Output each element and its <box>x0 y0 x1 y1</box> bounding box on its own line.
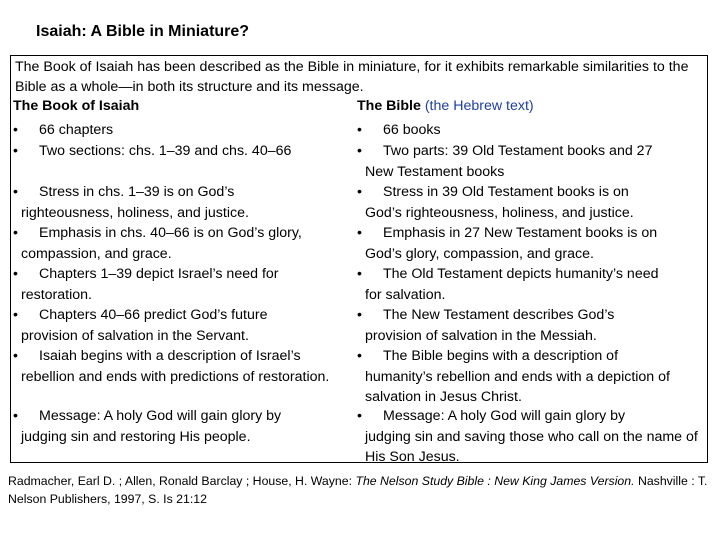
isaiah-item-continuation: compassion, and grace. <box>21 245 172 262</box>
bullet-icon: • <box>13 408 18 424</box>
bullet-icon: • <box>357 143 362 159</box>
bible-item-text: The Old Testament depicts humanity’s need <box>383 266 659 282</box>
isaiah-item-text: Stress in chs. 1–39 is on God’s <box>39 184 235 200</box>
isaiah-item-continuation: judging sin and restoring His people. <box>21 428 251 445</box>
bible-item-text: Message: A holy God will gain glory by <box>383 408 626 424</box>
bible-item-text: Stress in 39 Old Testament books is on <box>383 184 629 200</box>
citation-publisher: Nashville : T. Nelson Publishers, 1997, S. Is 21:12 <box>8 474 708 506</box>
isaiah-item-continuation: provision of salvation in the Servant. <box>21 327 249 344</box>
bullet-icon: • <box>13 348 18 364</box>
bullet-icon: • <box>357 266 362 282</box>
bible-item-continuation: New Testament books <box>365 163 505 180</box>
bible-item-continuation: provision of salvation in the Messiah. <box>365 327 597 344</box>
bible-item <box>357 346 702 408</box>
isaiah-item-text: 66 chapters <box>39 122 114 138</box>
bible-item <box>357 223 702 264</box>
bible-item <box>357 305 702 346</box>
bullet-icon: • <box>13 266 18 282</box>
bible-item-text: 66 books <box>383 122 441 138</box>
bible-item-text: Two parts: 39 Old Testament books and 27 <box>383 143 653 159</box>
isaiah-item <box>13 346 348 387</box>
bullet-icon: • <box>357 184 362 200</box>
bible-item-continuation: for salvation. <box>365 286 446 303</box>
isaiah-item-text: Chapters 1–39 depict Israel’s need for <box>39 266 279 282</box>
isaiah-item-continuation: righteousness, holiness, and justice. <box>21 204 249 221</box>
isaiah-item <box>13 141 348 162</box>
bible-item-text: The New Testament describes God’s <box>383 307 615 323</box>
bible-item <box>357 264 702 305</box>
bullet-icon: • <box>357 348 362 364</box>
isaiah-item-text: Message: A holy God will gain glory by <box>39 408 282 424</box>
bullet-icon: • <box>13 225 18 241</box>
bible-item-continuation: humanity’s rebellion and ends with a depiction of salvation in Jesus Christ. <box>365 368 670 405</box>
comparison-box <box>10 55 708 463</box>
bible-item-text: The Bible begins with a description of <box>383 348 619 364</box>
bible-item-continuation: God’s righteousness, holiness, and justice. <box>365 204 634 221</box>
bullet-icon: • <box>13 122 18 138</box>
bible-item-text: Emphasis in 27 New Testament books is on <box>383 225 658 241</box>
bible-item-continuation: God’s glory, compassion, and grace. <box>365 245 594 262</box>
intro-paragraph: The Book of Isaiah has been described as the Bible in miniature, for it exhibits remarkable similarities to the Bible as a whole—in both its structure and its message. <box>15 59 689 95</box>
isaiah-item-text: Isaiah begins with a description of Israel’s <box>39 348 301 364</box>
isaiah-heading <box>13 96 353 116</box>
isaiah-item-continuation: rebellion and ends with predictions of restoration. <box>21 368 330 385</box>
isaiah-item-text: Emphasis in chs. 40–66 is on God’s glory, <box>39 225 302 241</box>
bible-item-continuation: judging sin and saving those who call on the name of His Son Jesus. <box>365 428 698 465</box>
citation-authors: Radmacher, Earl D. ; Allen, Ronald Barclay ; House, H. Wayne: <box>8 474 353 488</box>
bullet-icon: • <box>357 307 362 323</box>
bible-item <box>357 406 702 468</box>
bullet-icon: • <box>357 122 362 138</box>
slide-title: Isaiah: A Bible in Miniature? <box>36 23 250 40</box>
bullet-icon: • <box>13 307 18 323</box>
isaiah-item <box>13 305 348 346</box>
citation-work: The Nelson Study Bible : New King James Version. <box>355 474 635 488</box>
bible-heading <box>357 96 707 116</box>
isaiah-item <box>13 223 348 264</box>
isaiah-heading-text: The Book of Isaiah <box>13 98 140 114</box>
isaiah-item <box>13 406 348 447</box>
bible-item <box>357 120 702 141</box>
bible-column <box>357 96 707 465</box>
isaiah-column <box>13 96 353 445</box>
isaiah-item-text: Two sections: chs. 1–39 and chs. 40–66 <box>39 143 292 159</box>
isaiah-item <box>13 120 348 141</box>
bible-item <box>357 182 702 223</box>
bible-heading-subtitle: (the Hebrew text) <box>424 98 534 114</box>
bullet-icon: • <box>357 408 362 424</box>
bullet-icon: • <box>357 225 362 241</box>
bullet-icon: • <box>13 184 18 200</box>
isaiah-item <box>13 182 348 223</box>
isaiah-item <box>13 264 348 305</box>
bullet-icon: • <box>13 143 18 159</box>
citation <box>8 472 708 508</box>
bible-item <box>357 141 702 182</box>
isaiah-item-continuation: restoration. <box>21 286 92 303</box>
bible-heading-text: The Bible <box>357 98 421 114</box>
isaiah-item-text: Chapters 40–66 predict God’s future <box>39 307 268 323</box>
